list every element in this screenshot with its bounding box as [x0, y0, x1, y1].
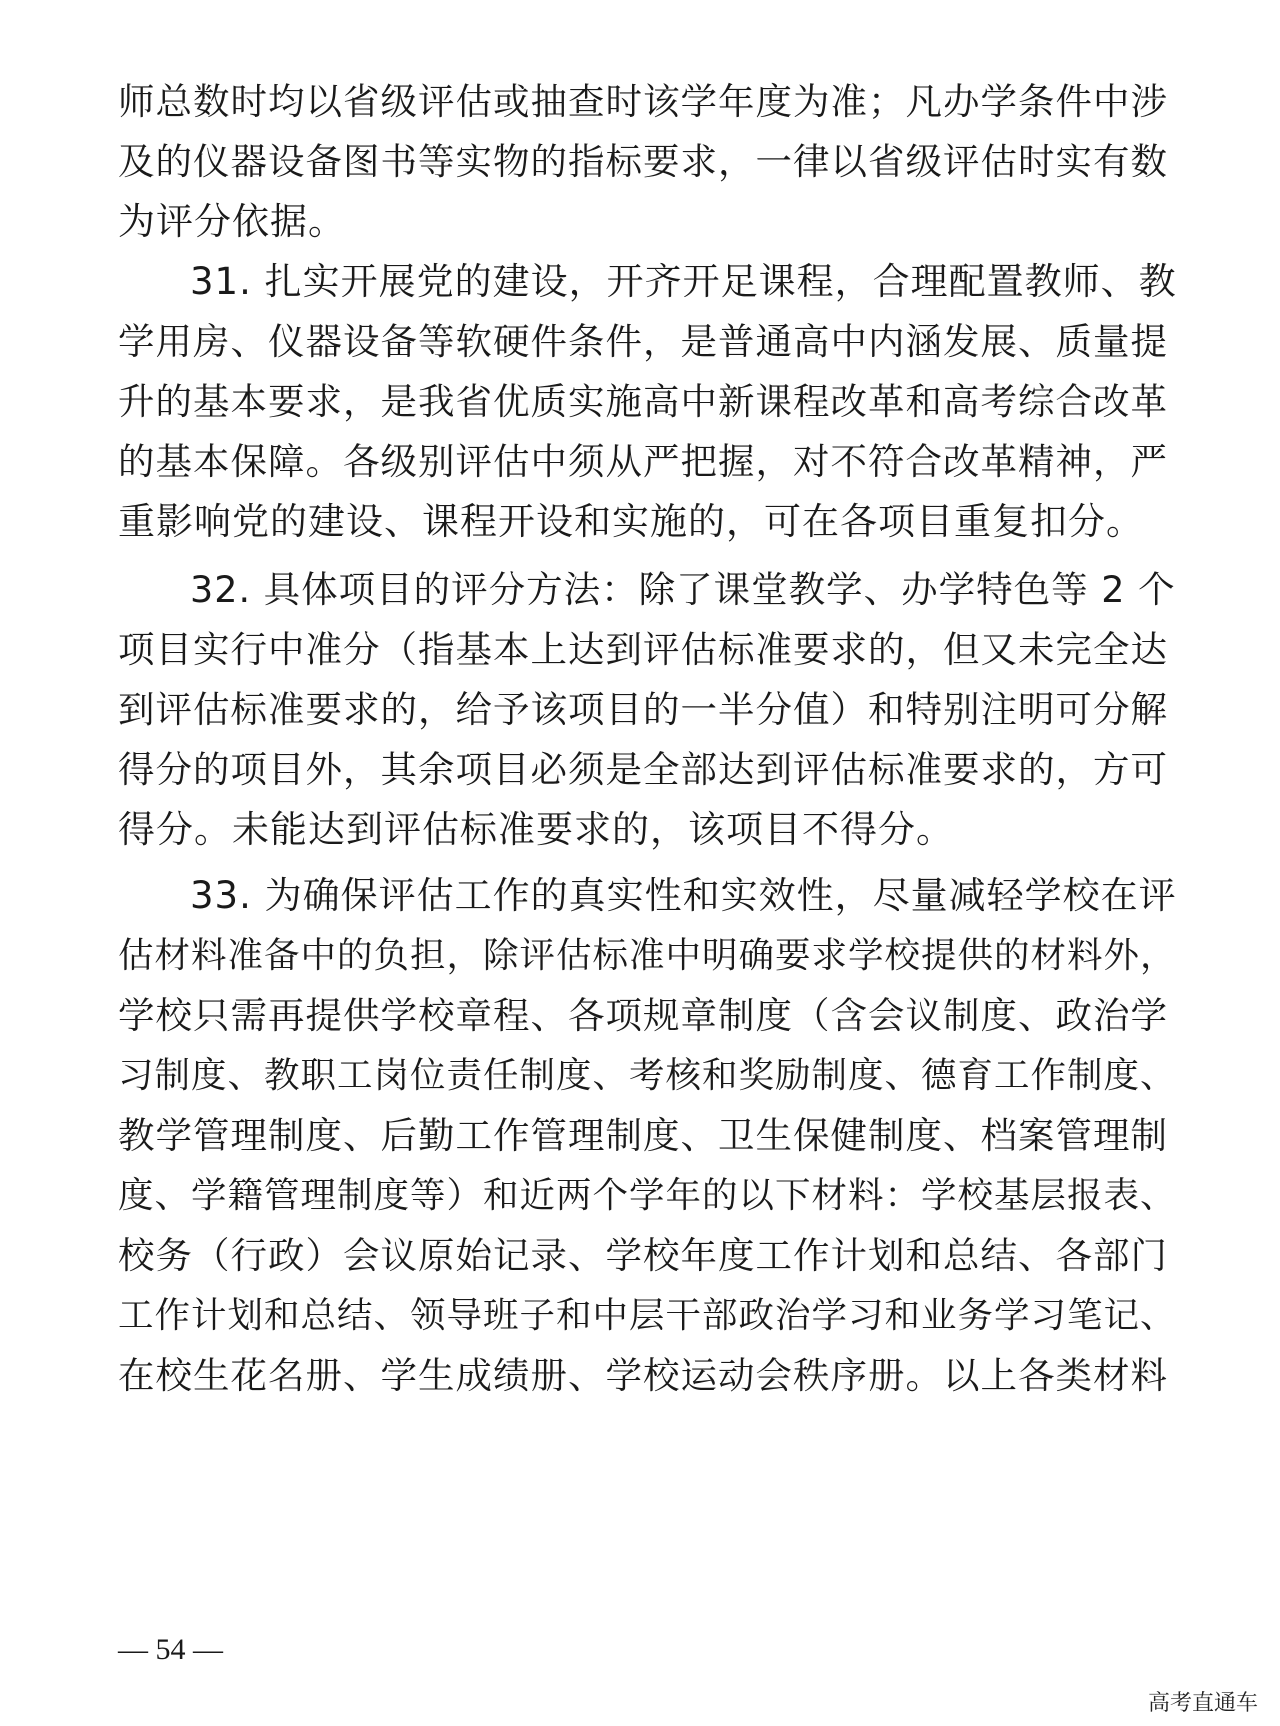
text-line: 重影响党的建设、课程开设和实施的，可在各项目重复扣分。	[118, 500, 1144, 543]
text-line: 师总数时均以省级评估或抽查时该学年度为准；凡办学条件中涉	[118, 80, 1168, 123]
watermark-text: 高考直通车	[1147, 1691, 1258, 1716]
text-line: 校务（行政）会议原始记录、学校年度工作计划和总结、各部门	[118, 1234, 1168, 1277]
text-line: 工作计划和总结、领导班子和中层干部政治学习和业务学习笔记、	[118, 1295, 1177, 1336]
text-line: 学用房、仪器设备等软硬件条件，是普通高中内涵发展、质量提	[118, 320, 1168, 363]
text-line: 教学管理制度、后勤工作管理制度、卫生保健制度、档案管理制	[118, 1114, 1168, 1157]
paragraph-33-first-line: 33. 为确保评估工作的真实性和实效性，尽量减轻学校在评	[190, 874, 1177, 917]
text-line: 在校生花名册、学生成绩册、学校运动会秩序册。以上各类材料	[118, 1354, 1168, 1397]
text-line: 为评分依据。	[118, 200, 346, 243]
page-number: — 54 —	[118, 1633, 223, 1666]
text-line: 到评估标准要求的，给予该项目的一半分值）和特别注明可分解	[118, 688, 1168, 731]
text-line: 估材料准备中的负担，除评估标准中明确要求学校提供的材料外，	[118, 935, 1177, 976]
text-line: 及的仪器设备图书等实物的指标要求，一律以省级评估时实有数	[118, 140, 1168, 183]
text-line: 习制度、教职工岗位责任制度、考核和奖励制度、德育工作制度、	[118, 1055, 1177, 1096]
text-line: 项目实行中准分（指基本上达到评估标准要求的，但又未完全达	[118, 628, 1168, 671]
paragraph-32-first-line: 32. 具体项目的评分方法：除了课堂教学、办学特色等 2 个	[190, 568, 1176, 611]
text-line: 的基本保障。各级别评估中须从严把握，对不符合改革精神，严	[118, 440, 1168, 483]
paragraph-31-first-line: 31. 扎实开展党的建设，开齐开足课程，合理配置教师、教	[190, 260, 1177, 303]
text-line: 升的基本要求，是我省优质实施高中新课程改革和高考综合改革	[118, 380, 1168, 423]
text-line: 得分的项目外，其余项目必须是全部达到评估标准要求的，方可	[118, 748, 1168, 791]
text-line: 度、学籍管理制度等）和近两个学年的以下材料：学校基层报表、	[118, 1175, 1177, 1216]
text-line: 得分。未能达到评估标准要求的，该项目不得分。	[118, 808, 954, 851]
text-line: 学校只需再提供学校章程、各项规章制度（含会议制度、政治学	[118, 994, 1168, 1037]
